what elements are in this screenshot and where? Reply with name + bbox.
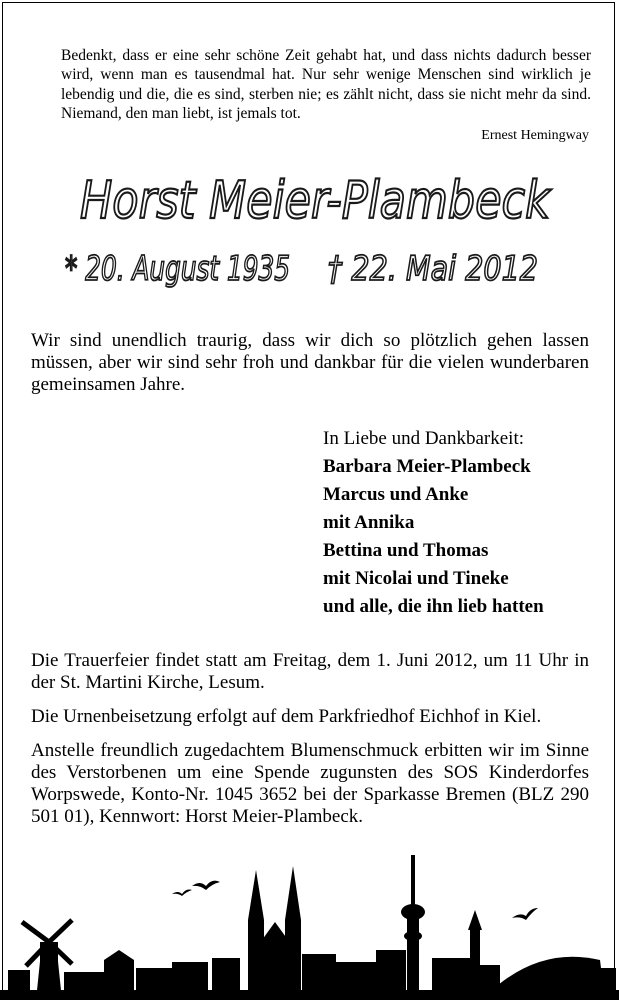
burial-info: Die Urnenbeisetzung erfolgt auf dem Parkfriedhof Eichhof in Kiel. — [31, 706, 542, 727]
donation-info: Anstelle freundlich zugedachtem Blumenschmuck erbitten wir im Sinne des Verstorbenen um eine Spende zugunsten des SOS Kinderdorfes Worpswede, Konto-Nr. 1045 3652 bei der Sparkasse Bremen (BLZ 290 501 01), Kennwort: Horst Meier-Plambeck. — [31, 740, 589, 827]
signer-name: Bettina und Thomas — [323, 540, 489, 561]
signers-intro: In Liebe und Dankbarkeit: — [323, 428, 525, 449]
cathedral-icon — [248, 866, 301, 992]
funeral-service-info: Die Trauerfeier findet statt am Freitag, dem 1. Juni 2012, um 11 Uhr in der St. Martini Kirche, Lesum. — [31, 650, 589, 693]
signer-name: und alle, die ihn lieb hatten — [323, 596, 544, 617]
signer-name: mit Annika — [323, 512, 415, 533]
mourning-message: Wir sind unendlich traurig, dass wir dich so plötzlich gehen lassen müssen, aber wir sind sehr froh und dankbar für die vielen wunderbaren gemeinsamen Jahre. — [31, 330, 589, 395]
deceased-name: Horst Meier-Plambeck — [80, 171, 552, 231]
signer-name: mit Nicolai und Tineke — [323, 568, 509, 589]
signer-name: Marcus und Anke — [323, 484, 469, 505]
quote-author: Ernest Hemingway — [481, 128, 589, 143]
bird-icon — [192, 881, 220, 890]
deceased-name-handwritten — [60, 160, 560, 240]
stadium-icon — [490, 957, 604, 992]
life-dates-handwritten — [60, 238, 560, 298]
bird-icon — [512, 908, 538, 920]
signers-block — [323, 425, 544, 621]
city-skyline-illustration — [0, 850, 619, 1000]
signer-name: Barbara Meier-Plambeck — [323, 456, 531, 477]
bird-icon — [172, 890, 192, 897]
quote-text: Bedenkt, dass er eine sehr schöne Zeit gehabt hat, und dass nichts dadurch besser wird, wenn man es tausendmal hat. Nur sehr wenige Menschen sind wirklich je lebendig und die, die es sind, sterben nie; es zählt nicht, dass sie nicht mehr da sind. Niemand, den man liebt, ist jemals tot. — [61, 47, 591, 122]
birth-date: * 20. August 1935 — [65, 249, 290, 289]
death-date: † 22. Mai 2012 — [328, 249, 538, 289]
